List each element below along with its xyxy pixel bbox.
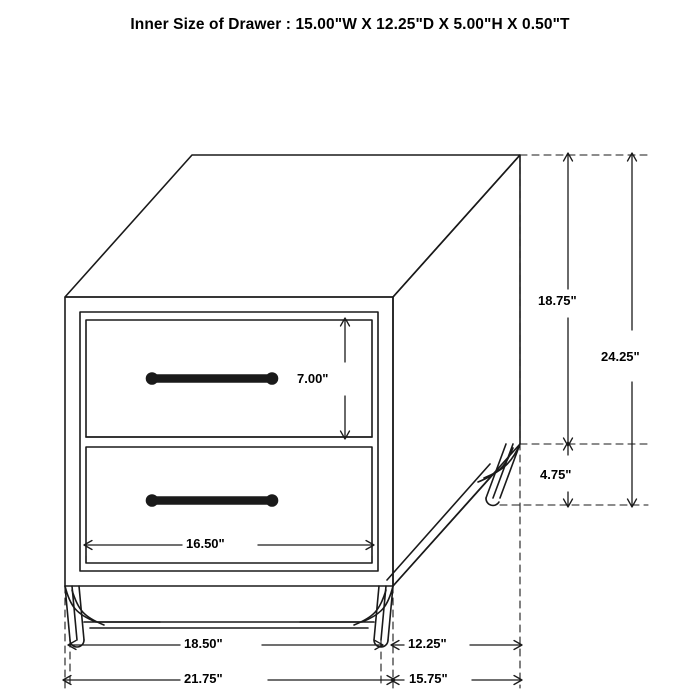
dim-label-total-height: 24.25" [601, 349, 640, 364]
base-rail-front [84, 622, 374, 628]
dimension-arrow-lines [63, 153, 637, 685]
cabinet-side-face [393, 155, 520, 586]
dim-label-upper-height: 18.75" [538, 293, 577, 308]
drawer-handle-lower [147, 495, 278, 506]
cabinet-front-frame [80, 312, 378, 571]
leg-front-right [300, 586, 393, 647]
dim-label-overall-width: 21.75" [184, 671, 223, 686]
dim-label-drawer-face-height: 7.00" [297, 371, 329, 386]
dim-label-side-base-depth: 12.25" [408, 636, 447, 651]
dim-label-front-base-width: 18.50" [184, 636, 223, 651]
dim-label-drawer-face-width: 16.50" [186, 536, 225, 551]
leg-front-left [65, 586, 160, 647]
dim-label-overall-depth: 15.75" [409, 671, 448, 686]
drawer-handle-upper [147, 373, 278, 384]
leg-back-right [478, 444, 520, 505]
dim-label-leg-height: 4.75" [540, 467, 572, 482]
cabinet-front-face [65, 297, 393, 586]
page-title: Inner Size of Drawer : 15.00"W X 12.25"D X 5.00"H X 0.50"T [130, 16, 570, 33]
base-rail-side [387, 464, 498, 586]
cabinet-top-face [65, 155, 520, 297]
extension-lines [65, 155, 648, 688]
